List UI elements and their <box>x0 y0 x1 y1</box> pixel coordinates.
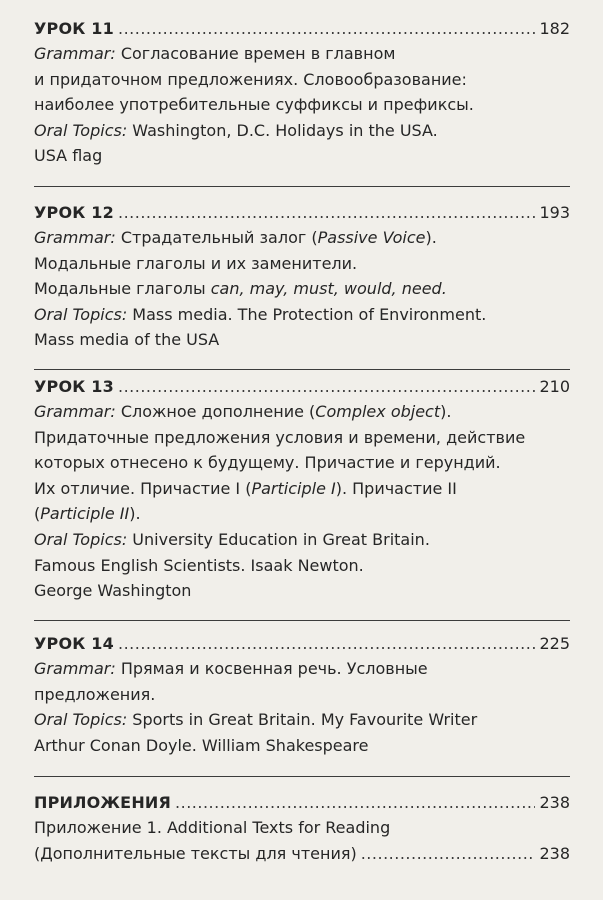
appendix-item-text: (Дополнительные тексты для чтения) <box>34 843 357 863</box>
dot-leader <box>118 374 535 399</box>
page-number: 210 <box>539 377 570 396</box>
dot-leader <box>118 200 535 225</box>
topics-line <box>34 302 570 328</box>
dot-leader <box>361 841 536 867</box>
appendix-item-entry[interactable] <box>34 841 570 867</box>
grammar-text: Согласование времен в главном <box>115 44 396 63</box>
grammar-label: Grammar: <box>34 228 116 247</box>
grammar-line: которых отнесено к будущему. Причастие и герундий. <box>34 453 501 473</box>
grammar-line: Модальные глаголы и их заменители. <box>34 253 358 273</box>
page-number: 182 <box>539 19 570 38</box>
lesson-title: УРОК 12 <box>34 203 114 222</box>
lesson-13-heading[interactable] <box>34 374 570 399</box>
lesson-12 <box>34 200 570 353</box>
page-number: 193 <box>539 203 570 222</box>
page-number: 225 <box>539 634 570 653</box>
section-divider <box>34 186 570 187</box>
dot-leader <box>118 16 535 41</box>
grammar-line: Придаточные предложения условия и времени, действие <box>34 427 526 447</box>
lesson-12-heading[interactable] <box>34 200 570 225</box>
topics-line <box>34 707 570 733</box>
lesson-14 <box>34 631 570 758</box>
topics-label: Oral Topics: <box>34 710 128 730</box>
topics-line: Famous English Scientists. Isaak Newton. <box>34 555 364 575</box>
lesson-13 <box>34 374 570 604</box>
page-number: 238 <box>539 843 570 863</box>
topics-line: Arthur Conan Doyle. William Shakespeare <box>34 735 369 755</box>
topics-line: Mass media of the USA <box>34 330 220 350</box>
topics-text: Mass media. The Protection of Environment. <box>127 304 487 324</box>
grammar-text: Прямая и косвенная речь. Условные <box>115 659 428 678</box>
section-divider <box>34 776 570 777</box>
topics-label: Oral Topics: <box>34 120 128 140</box>
grammar-line: наиболее употребительные суффиксы и префиксы. <box>34 95 474 115</box>
topics-line: George Washington <box>34 581 192 601</box>
grammar-line: Grammar: Сложное дополнение (Complex object). <box>34 402 452 421</box>
grammar-label: Grammar: <box>34 44 116 63</box>
dot-leader <box>175 790 535 815</box>
lesson-title: УРОК 14 <box>34 634 114 653</box>
topics-line <box>34 118 570 144</box>
lesson-14-heading[interactable] <box>34 631 570 656</box>
grammar-line: и придаточном предложениях. Словообразование: <box>34 69 467 89</box>
lesson-11-heading[interactable] <box>34 16 570 41</box>
page-number: 238 <box>539 793 570 812</box>
topics-line <box>34 527 570 553</box>
grammar-line: Их отличие. Причастие I (Participle I). Причастие II <box>34 478 457 498</box>
grammar-line: Модальные глаголы can, may, must, would, need. <box>34 279 447 299</box>
grammar-line: (Participle II). <box>34 504 141 524</box>
grammar-line <box>34 41 570 67</box>
section-divider <box>34 369 570 370</box>
topics-line: USA flag <box>34 146 103 166</box>
topics-text: Sports in Great Britain. My Favourite Writer <box>127 710 478 730</box>
grammar-label: Grammar: <box>34 659 116 678</box>
topics-text: Washington, D.C. Holidays in the USA. <box>127 120 438 140</box>
grammar-line: Grammar: Страдательный залог (Passive Voice). <box>34 228 437 247</box>
appendix-section <box>34 790 570 866</box>
section-divider <box>34 620 570 621</box>
lesson-title: УРОК 13 <box>34 377 114 396</box>
lesson-11 <box>34 16 570 169</box>
topics-label: Oral Topics: <box>34 304 128 324</box>
grammar-line <box>34 656 570 682</box>
grammar-label: Grammar: <box>34 402 116 421</box>
appendix-heading[interactable] <box>34 790 570 815</box>
topics-label: Oral Topics: <box>34 529 128 549</box>
dot-leader <box>118 631 535 656</box>
grammar-line: предложения. <box>34 684 156 704</box>
appendix-title: ПРИЛОЖЕНИЯ <box>34 793 172 812</box>
lesson-title: УРОК 11 <box>34 19 114 38</box>
appendix-item-line[interactable]: Приложение 1. Additional Texts for Reading <box>34 818 391 837</box>
topics-text: University Education in Great Britain. <box>127 529 430 549</box>
